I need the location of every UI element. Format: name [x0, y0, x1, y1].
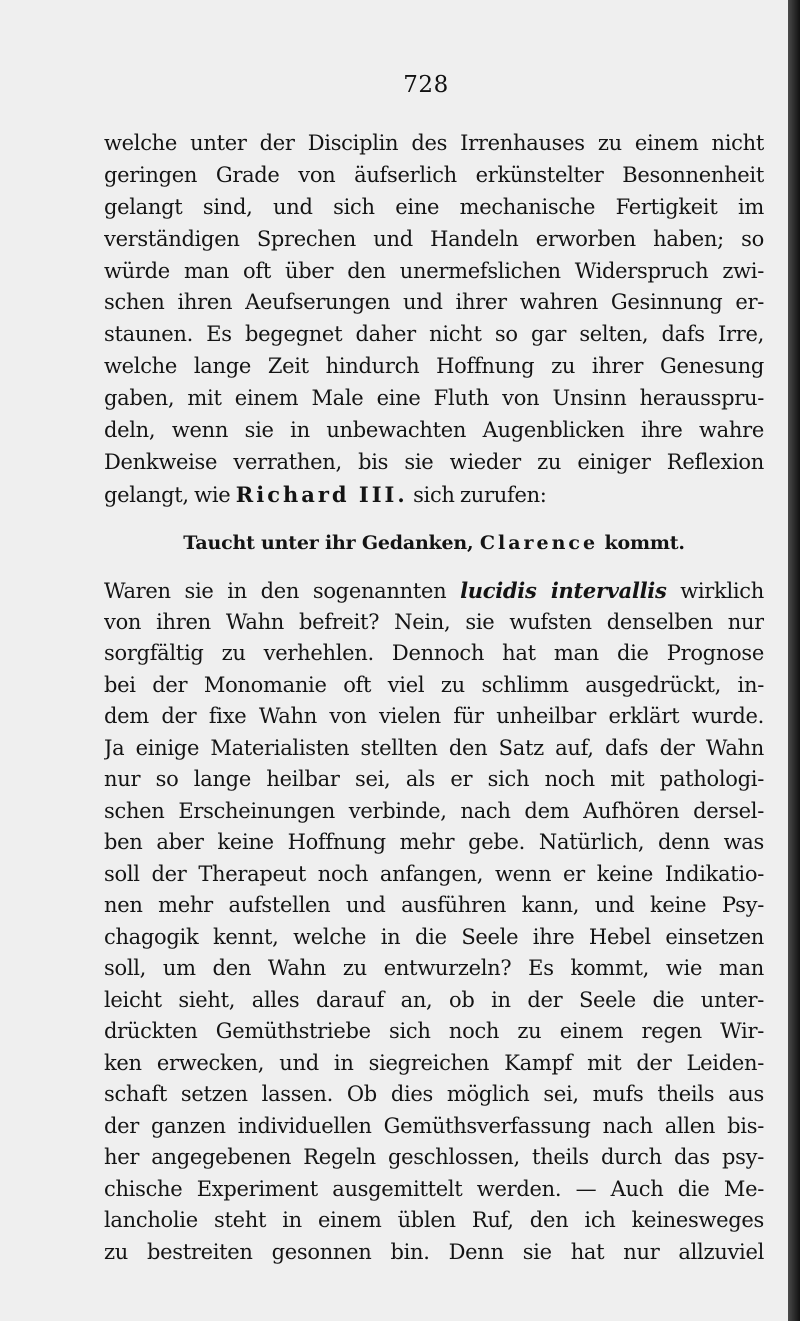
paragraph-1: [104, 128, 764, 511]
text-line: sorgfältig zu verhehlen. Dennoch hat man die Prognose: [104, 641, 764, 665]
quotation: [104, 529, 764, 557]
text-line: dem der fixe Wahn von vielen für unheilbar erklärt wurde.: [104, 704, 764, 728]
text-line: ben aber keine Hoffnung mehr gebe. Natürlich, denn was: [104, 830, 764, 854]
text-line: zu bestreiten gesonnen bin. Denn sie hat nur allzuviel: [104, 1239, 764, 1264]
text-line: staunen. Es begegnet daher nicht so gar selten, dafs Irre,: [104, 322, 764, 347]
text-line: chische Experiment ausgemittelt werden. — Auch die Me-: [104, 1176, 764, 1201]
quote-segment: kommt.: [598, 532, 685, 554]
text-line: ken erwecken, und in siegreichen Kampf mit der Leiden-: [104, 1050, 764, 1075]
text-line: Ja einige Materialisten stellten den Satz auf, dafs der Wahn: [104, 735, 764, 760]
text-line: schaft setzen lassen. Ob dies möglich sei, mufs theils aus: [104, 1082, 764, 1106]
text-line: gelangt sind, und sich eine mechanische Fertigkeit im: [104, 194, 764, 219]
text-line: [104, 575, 764, 607]
spaced-name: Clarence: [479, 532, 599, 554]
text-line: deln, wenn sie in unbewachten Augenblicken ihre wahre: [104, 418, 764, 443]
text-line: von ihren Wahn befreit? Nein, sie wufsten denselben nur: [104, 609, 764, 634]
spaced-name: Richard III.: [235, 481, 408, 507]
text-line: der ganzen individuellen Gemüthsverfassung nach allen bis-: [104, 1113, 764, 1138]
text-line: leicht sieht, alles darauf an, ob in der Seele die unter-: [104, 987, 764, 1012]
text-line: nur so lange heilbar sei, als er sich noch mit pathologi-: [104, 767, 764, 791]
italic-phrase: lucidis intervallis: [460, 578, 667, 603]
page-number: 728: [403, 72, 449, 98]
text-line: welche lange Zeit hindurch Hoffnung zu ihrer Genesung: [104, 354, 764, 379]
text-line: verständigen Sprechen und Handeln erworben haben; so: [104, 226, 764, 251]
text-segment: sich zurufen:: [407, 482, 547, 507]
text-line: gaben, mit einem Male eine Fluth von Unsinn herausspru-: [104, 386, 764, 411]
text-segment: wirklich: [666, 579, 764, 603]
text-line: würde man oft über den unermefslichen Widerspruch zwi-: [104, 258, 764, 283]
text-line: bei der Monomanie oft viel zu schlimm ausgedrückt, in-: [104, 672, 764, 697]
text-line: lancholie steht in einem üblen Ruf, den ich keinesweges: [104, 1208, 764, 1232]
book-edge-shadow: [788, 0, 800, 1321]
text-line: geringen Grade von äufserlich erkünstelter Besonnenheit: [104, 162, 764, 187]
text-line: nen mehr aufstellen und ausführen kann, und keine Psy-: [104, 893, 764, 917]
text-line: soll, um den Wahn zu entwurzeln? Es kommt, wie man: [104, 956, 764, 980]
text-line: Denkweise verrathen, bis sie wieder zu einiger Reflexion: [104, 449, 764, 474]
quote-segment: Taucht unter ihr Gedanken,: [183, 532, 480, 554]
text-line-last: [104, 479, 764, 511]
text-line: soll der Therapeut noch anfangen, wenn er keine Indikatio-: [104, 861, 764, 886]
text-line: chagogik kennt, welche in die Seele ihre Hebel einsetzen: [104, 924, 764, 949]
text-line: schen Erscheinungen verbinde, nach dem Aufhören dersel-: [104, 798, 764, 823]
text-line: her angegebenen Regeln geschlossen, theils durch das psy-: [104, 1145, 764, 1169]
text-segment: Waren sie in den sogenannten: [104, 579, 461, 603]
text-line: schen ihren Aeufserungen und ihrer wahren Gesinnung er-: [104, 290, 764, 315]
text-line: drückten Gemüthstriebe sich noch zu einem regen Wir-: [104, 1019, 764, 1043]
text-line: welche unter der Disciplin des Irrenhauses zu einem nicht: [104, 131, 764, 155]
paragraph-2: [104, 575, 764, 1268]
text-segment: gelangt, wie: [104, 482, 236, 507]
